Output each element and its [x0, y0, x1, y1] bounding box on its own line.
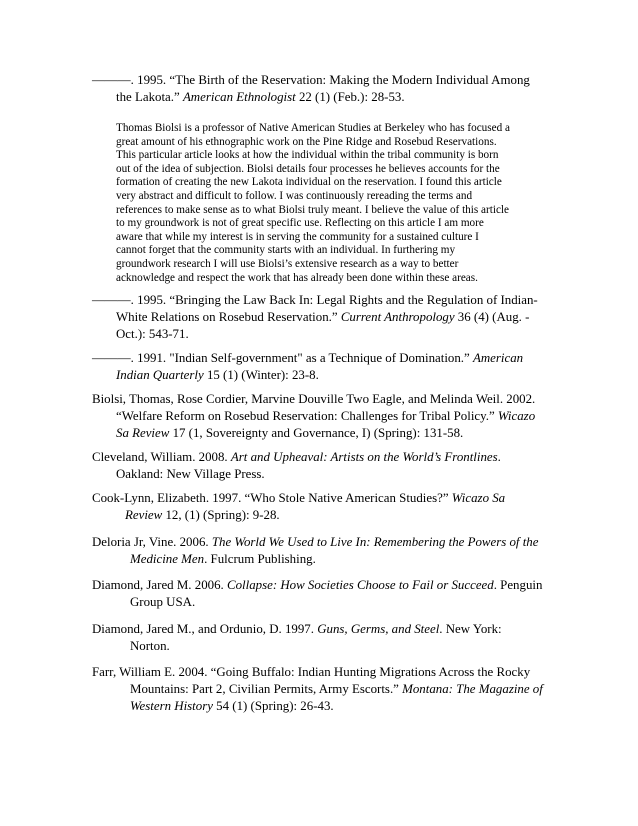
citation-line: Biolsi, Thomas, Rose Cordier, Marvine Douville Two Eagle, and Melinda Weil. 2002.	[92, 392, 536, 406]
journal-title: Montana: The Magazine of	[402, 682, 543, 696]
citation-line: Group USA.	[130, 595, 196, 609]
citation-line: Diamond, Jared M. 2006. Collapse: How Societies Choose to Fail or Succeed. Penguin	[92, 578, 543, 592]
citation-biolsi-1991	[92, 350, 552, 384]
annotation-line: Thomas Biolsi is a professor of Native American Studies at Berkeley who has focused a	[116, 122, 510, 134]
citation-line: ———. 1995. “The Birth of the Reservation: Making the Modern Individual Among	[92, 73, 530, 87]
annotation-paragraph	[116, 122, 556, 285]
citation-cleveland-2008	[92, 449, 552, 483]
book-title: Guns, Germs, and Steel	[317, 622, 440, 636]
journal-title: Review	[125, 508, 163, 522]
annotation-line: acknowledge and respect the work that has already been done within these areas.	[116, 271, 478, 284]
citation-biolsi-1995-birth	[92, 72, 552, 106]
journal-title: Western History	[130, 699, 213, 713]
citation-biolsi-1995-law	[92, 292, 552, 343]
book-title: Art and Upheaval: Artists on the World’s Frontlines	[230, 450, 498, 464]
citation-diamond-1997	[92, 621, 552, 655]
citation-cook-lynn-1997	[92, 490, 552, 524]
annotation-line: cannot forget that the community starts with an individual. In furthering my	[116, 244, 456, 257]
book-title: Medicine Men	[130, 552, 205, 566]
citation-line: Indian Quarterly 15 (1) (Winter): 23-8.	[116, 368, 319, 382]
citation-line: White Relations on Rosebud Reservation.” Current Anthropology 36 (4) (Aug. -	[116, 310, 530, 324]
citation-farr-2004	[92, 664, 552, 715]
journal-title: Wicazo	[497, 409, 536, 423]
journal-title: American Ethnologist	[182, 90, 296, 104]
citation-line: Cook-Lynn, Elizabeth. 1997. “Who Stole Native American Studies?” Wicazo Sa	[92, 491, 506, 505]
annotation-line: groundwork research I will use Biolsi’s extensive research as a way to better	[116, 257, 459, 270]
citation-line: ———. 1991. "Indian Self-government" as a Technique of Domination.” American	[92, 351, 524, 365]
citation-line: Deloria Jr, Vine. 2006. The World We Used to Live In: Remembering the Powers of the	[92, 535, 539, 549]
annotation-line: great amount of his ethnographic work on the Pine Ridge and Rosebud Reservations.	[116, 135, 497, 148]
citation-deloria-2006	[92, 534, 552, 568]
annotation-line: aware that while my interest is in serving the community for a sustained culture I	[116, 230, 479, 243]
annotation-line: very abstract and difficult to follow. I was continuously rereading the terms and	[116, 189, 473, 202]
citation-line: Western History 54 (1) (Spring): 26-43.	[130, 699, 334, 713]
journal-title: Current Anthropology	[340, 310, 455, 324]
annotation-line: This particular article looks at how the individual within the tribal community is born	[116, 149, 499, 162]
citation-line: “Welfare Reform on Rosebud Reservation: Challenges for Tribal Policy.” Wicazo	[116, 409, 536, 423]
book-title: Collapse: How Societies Choose to Fail or Succeed	[226, 578, 494, 592]
citation-line: Oct.): 543-71.	[116, 327, 189, 341]
citation-line: Sa Review 17 (1, Sovereignty and Governance, I) (Spring): 131-58.	[116, 426, 464, 440]
citation-line: Review 12, (1) (Spring): 9-28.	[125, 508, 280, 522]
annotation-line: out of the idea of subjection. Biolsi details four processes he believes accounts for the	[116, 162, 500, 175]
journal-title: American	[472, 351, 524, 365]
citation-diamond-2006	[92, 577, 552, 611]
citation-line: Cleveland, William. 2008. Art and Upheaval: Artists on the World’s Frontlines.	[92, 450, 501, 464]
citation-line: Medicine Men. Fulcrum Publishing.	[130, 552, 316, 566]
citation-line: Norton.	[130, 639, 170, 653]
journal-title: Indian Quarterly	[116, 368, 204, 382]
citation-line: Diamond, Jared M., and Ordunio, D. 1997. Guns, Germs, and Steel. New York:	[92, 622, 502, 636]
citation-biolsi-2002	[92, 391, 552, 442]
citation-line: the Lakota.” American Ethnologist 22 (1) (Feb.): 28-53.	[116, 90, 405, 104]
citation-line: Oakland: New Village Press.	[116, 467, 265, 481]
citation-line: Mountains: Part 2, Civilian Permits, Army Escorts.” Montana: The Magazine of	[130, 682, 543, 696]
citation-line: ———. 1995. “Bringing the Law Back In: Legal Rights and the Regulation of Indian-	[92, 293, 538, 307]
annotation-line: formation of creating the new Lakota individual on the reservation. I found this article	[116, 176, 502, 189]
journal-title: Sa Review	[116, 426, 170, 440]
journal-title: Wicazo Sa	[451, 491, 506, 505]
annotation-line: to my groundwork is not of great specific use. Reflecting on this article I am more	[116, 217, 484, 230]
annotation-line: references to make sense as to what Biolsi truly meant. I believe the value of this article	[116, 203, 509, 216]
citation-line: Farr, William E. 2004. “Going Buffalo: Indian Hunting Migrations Across the Rocky	[92, 665, 531, 679]
book-title: The World We Used to Live In: Remembering the Powers of the	[211, 535, 539, 549]
